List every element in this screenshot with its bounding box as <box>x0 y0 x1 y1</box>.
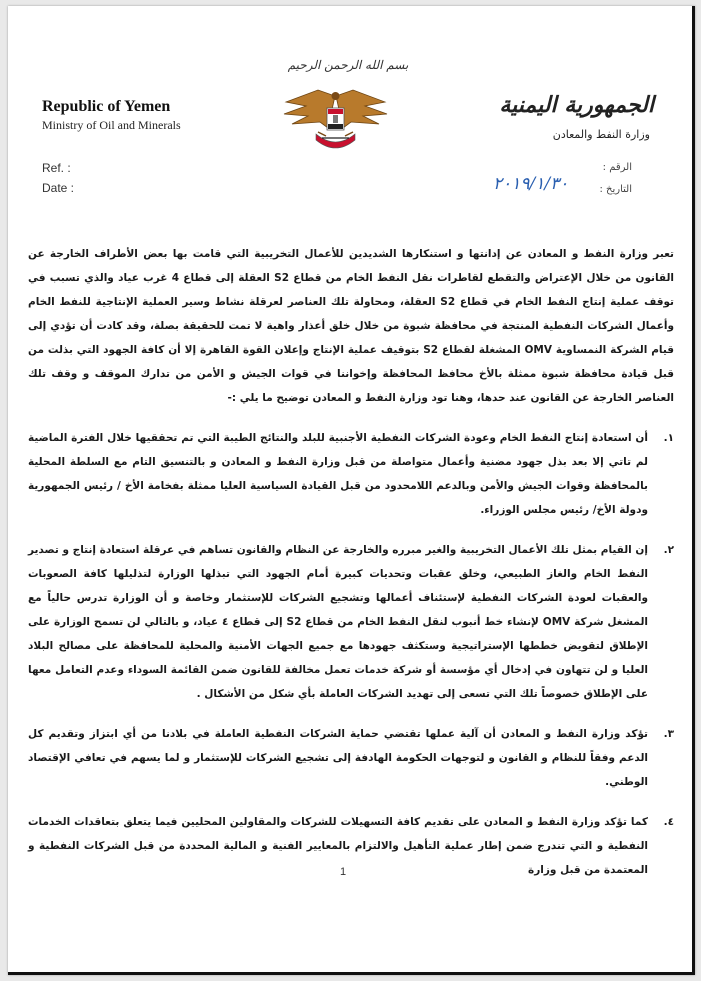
arabic-ministry-name: وزارة النفط والمعادن <box>552 128 650 141</box>
ref-label: Ref. : <box>42 161 71 175</box>
list-item <box>28 538 674 706</box>
arabic-ref-label: الرقم : <box>602 162 632 173</box>
arabic-date-label: التاريخ : <box>599 184 632 195</box>
list-item-number: ٣. <box>663 728 674 740</box>
list-item-number: ٤. <box>663 816 674 828</box>
basmala: بسم الله الرحمن الرحيم <box>287 58 409 72</box>
yemen-eagle-emblem <box>278 88 393 158</box>
handwritten-date: ٢٠١٩/١/٣٠ <box>493 174 569 194</box>
date-label: Date : <box>42 181 75 195</box>
english-ministry-name: Ministry of Oil and Minerals <box>42 118 181 132</box>
arabic-country-name: الجمهورية اليمنية <box>499 92 654 118</box>
list-item-number: ٢. <box>663 544 674 556</box>
page-number: 1 <box>340 866 347 878</box>
list-item-number: ١. <box>663 432 674 444</box>
english-country-name: Republic of Yemen <box>42 98 171 115</box>
intro-paragraph: تعبر وزارة النفط و المعادن عن إدانتها و استنكارها الشديدين للأعمال التخريبية التي قامت بها بعض الأطراف الخارجة عن القانون من خلال الإعتراض والتقطع لقاطرات نقل النفط الخام من قطاع S2 العقلة إلى قطاع 4 غرب عياد والذي تسبب في توقف عملية إنتاج النفط الخام في قطاع S2 العقلة، ومحاولة تلك العناصر لعرقلة نشاط وسير العملية الإنتاجية للنفط الخام وأعمال الشركات النفطية المنتجة في محافظة شبوة من خلال خلق أعذار واهية لا تمت للحقيقة بصلة، وقد كادت أن تؤدي إلى قيام الشركة النمساوية OMV المشغلة لقطاع S2 بتوقيف عملية الإنتاج وإعلان القوة القاهرة إلا أن كافة الجهود التي بذلت من قبل قيادة محافظة شبوة ممثلة بالأخ محافظ المحافظة وإخواننا في قوات الجيش و الأمن من تدارك الموقف و وقف تلك العناصر الخارجة عن القانون عند حدها، وهنا تود وزارة النفط و المعادن توضيح ما يلي :- <box>28 248 675 404</box>
letter-body <box>28 242 674 898</box>
list-item-text: كما تؤكد وزارة النفط و المعادن على تقديم كافة التسهيلات للشركات والمقاولين المحليين فيما يتعلق بتعاقدات الخدمات النفطية و التي تندرج ضمن إطار عملية التأهيل والالتزام بالمعايير الفنية و المالية المحددة من قبل الشركات النفطية و المعتمدة من قبل وزارة <box>28 816 648 876</box>
list-item-text: إن القيام بمثل تلك الأعمال التخريبية والغير مبرره والخارجة عن النظام والقانون تساهم في عرقلة استعادة إنتاج و تصدير النفط الخام والغاز الطبيعي، وخلق عقبات وتحديات كبيرة أمام الجهود التي تبذلها الوزارة لتذليلها كافة الصعوبات والعقبات لعودة الشركات النفطية لإستئناف أعمالها وتشجيع الشركات للإستثمار وخاصة و أن الوزارة تدرس حالياً مع المشغل شركة OMV لإنشاء خط أنبوب لنقل النفط الخام من قطاع S2 إلى قطاع ٤ عياد، و بالتالي لن تسمح الوزارة على الإطلاق لتقويض خططها الإستراتيجية وستكثف جهودها مع جميع الجهات الأمنية والمحلية للمحافظة على مصالح البلاد العليا و لن تتهاون في إدخال أي مؤسسة أو شركة خدمات تعمل مخالفة للقانون ضمن القائمة السوداء وعدم التعامل معها على الإطلاق خصوصاً تلك التي تسعى إلى تهديد الشركات العاملة بأي شكل من الأشكال . <box>27 544 648 700</box>
list-item-text: أن استعادة إنتاج النفط الخام وعودة الشركات النفطية الأجنبية للبلد والنتائج الطيبة التي تم تحققيها خلال الفترة الماضية لم تاتي إلا بعد بذل جهود مضنية وأعمال متواصلة من قبل وزارة النفط و المعادن و بالتنسيق التام مع السلطة المحلية بالمحافظة وقوات الجيش والأمن وبالدعم اللامحدود من قبل القيادة السياسية العليا ممثلة بفخامة الأخ / رئيس الجمهورية ودولة الأخ/ رئيس مجلس الوزراء. <box>28 432 648 516</box>
letter-page <box>8 6 695 975</box>
list-item <box>28 810 674 882</box>
list-item <box>28 722 674 794</box>
list-item <box>28 426 674 522</box>
list-item-text: تؤكد وزارة النفط و المعادن أن آلية عملها تقتضي حماية الشركات النفطية العاملة في بلادنا من أي ابتزاز وتقديم كل الدعم وفقاً للنظام و القانون و لتوجهات الحكومة الهادفة إلى تشجيع الشركات للإستثمار و لما يسهم في تعافي الإقتصاد الوطني. <box>28 728 648 788</box>
